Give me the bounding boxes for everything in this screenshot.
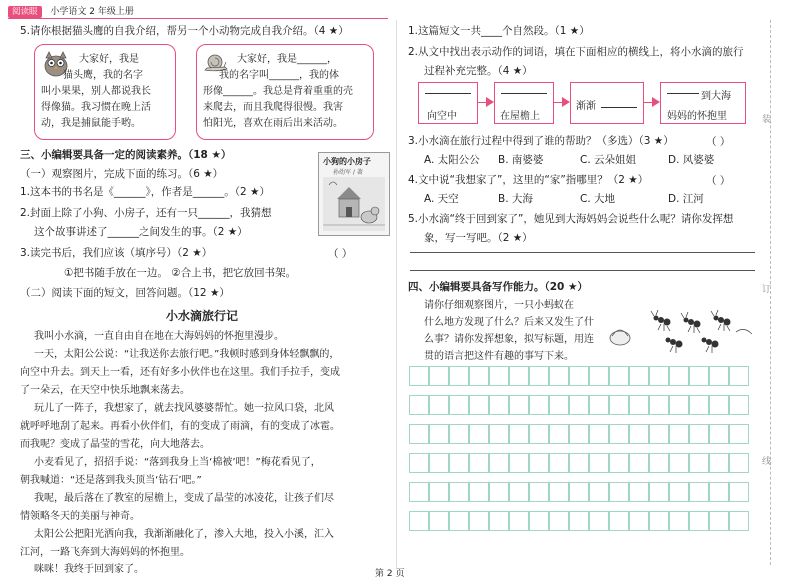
owl-line-1: 大家好，我是 bbox=[79, 54, 139, 65]
grid-cell[interactable] bbox=[569, 366, 589, 386]
story-line-12: 太阳公公把阳光洒向我，我渐渐融化了，渗入大地，投入小溪，汇入 bbox=[34, 529, 334, 540]
section3-title: 三、小编辑要具备一定的阅读素养。（18 ★） bbox=[20, 149, 232, 161]
grid-cell[interactable] bbox=[469, 395, 489, 415]
grid-cell[interactable] bbox=[629, 511, 649, 531]
owl-line-3: 叫小果果，别人都说我长 bbox=[41, 86, 151, 97]
grid-cell[interactable] bbox=[689, 511, 709, 531]
margin-label-2: 订 bbox=[762, 285, 772, 295]
grid-cell[interactable] bbox=[529, 366, 549, 386]
grid-cell[interactable] bbox=[729, 424, 749, 444]
grid-cell[interactable] bbox=[429, 424, 449, 444]
story-line-6: 就呼呼地刮了起来。再看小伙伴们，有的变成了雨滴，有的变成了冰雹。 bbox=[20, 421, 340, 432]
right-q2: 2.从文中找出表示动作的词语，填在下面相应的横线上，将小水滴的旅行 bbox=[408, 46, 744, 58]
grid-cell[interactable] bbox=[629, 424, 649, 444]
grid-cell[interactable] bbox=[629, 395, 649, 415]
grid-cell[interactable] bbox=[669, 453, 689, 473]
right-q3-option-a: A. 太阳公公 bbox=[424, 154, 480, 166]
flow-arrow-3 bbox=[652, 97, 660, 107]
grid-cell[interactable] bbox=[609, 511, 629, 531]
grid-cell[interactable] bbox=[669, 424, 689, 444]
right-q3-answer[interactable]: （ ） bbox=[706, 136, 731, 148]
grid-cell[interactable] bbox=[629, 482, 649, 502]
grid-cell[interactable] bbox=[589, 424, 609, 444]
flow-arrow-1 bbox=[486, 97, 494, 107]
grid-cell[interactable] bbox=[629, 453, 649, 473]
story-line-8: 小麦看见了，招招手说：“落到我身上当‘棉被’吧！”梅花看见了， bbox=[34, 457, 321, 468]
story-line-4: 了一朵云，在天空中快乐地飘来荡去。 bbox=[20, 385, 190, 396]
grid-cell[interactable] bbox=[409, 511, 429, 531]
flow-box-4-blank[interactable] bbox=[667, 93, 699, 94]
grid-cell[interactable] bbox=[449, 453, 469, 473]
snail-line-4: 来爬去，而且我爬得很慢。我害 bbox=[203, 102, 343, 113]
grid-cell[interactable] bbox=[629, 366, 649, 386]
grid-cell[interactable] bbox=[489, 366, 509, 386]
writing-prompt-4: 贯的语言把这件有趣的事写下来。 bbox=[424, 351, 574, 362]
grid-cell[interactable] bbox=[729, 366, 749, 386]
right-q2b: 过程补充完整。（4 ★） bbox=[424, 65, 533, 77]
grid-cell[interactable] bbox=[569, 453, 589, 473]
flow-box-1 bbox=[418, 82, 478, 124]
story-line-3: 向空中升去。到天上一看，还有好多小伙伴也在这里。我们手拉手，变成 bbox=[20, 367, 340, 378]
story-title: 小水滴旅行记 bbox=[166, 309, 239, 323]
grid-cell[interactable] bbox=[609, 366, 629, 386]
grid-cell[interactable] bbox=[729, 453, 749, 473]
book-cover bbox=[318, 152, 390, 236]
owl-line-4: 得像猫。我习惯在晚上活 bbox=[41, 102, 151, 113]
grid-cell[interactable] bbox=[689, 482, 709, 502]
grid-cell[interactable] bbox=[669, 395, 689, 415]
snail-line-5: 怕阳光，喜欢在雨后出来活动。 bbox=[203, 118, 343, 129]
grid-cell[interactable] bbox=[689, 395, 709, 415]
grid-cell[interactable] bbox=[549, 453, 569, 473]
grid-cell[interactable] bbox=[409, 453, 429, 473]
owl-line-5: 动，我是捕鼠能手哟。 bbox=[41, 118, 141, 129]
story-line-5: 玩儿了一阵子，我想家了，就去找风婆婆帮忙。她一拉风口袋，北风 bbox=[34, 403, 334, 414]
snail-line-3: 形像______。我总是背着重重的壳 bbox=[203, 86, 353, 97]
grid-cell[interactable] bbox=[529, 424, 549, 444]
flow-box-3-text: 渐渐 bbox=[576, 101, 596, 112]
grid-cell[interactable] bbox=[489, 482, 509, 502]
grid-cell[interactable] bbox=[409, 482, 429, 502]
ants-illustration bbox=[606, 302, 756, 354]
right-q3-option-d: D. 风婆婆 bbox=[668, 154, 715, 166]
book-cover-title: 小狗的小房子 bbox=[323, 157, 371, 166]
snail-intro-box bbox=[196, 44, 374, 140]
writing-prompt-1: 请你仔细观察图片，一只小蚂蚁在 bbox=[424, 300, 574, 311]
grid-cell[interactable] bbox=[569, 511, 589, 531]
section3-q2a: 2.封面上除了小狗、小房子，还有一只______，我猜想 bbox=[20, 207, 272, 219]
grid-cell[interactable] bbox=[429, 482, 449, 502]
snail-line-1: 大家好，我是______， bbox=[237, 54, 337, 65]
grid-cell[interactable] bbox=[689, 453, 709, 473]
grid-cell[interactable] bbox=[469, 511, 489, 531]
flow-box-4 bbox=[660, 82, 746, 124]
grid-cell[interactable] bbox=[489, 453, 509, 473]
grid-cell[interactable] bbox=[569, 395, 589, 415]
story-line-1: 我叫小水滴，一直自由自在地在大海妈妈的怀抱里漫步。 bbox=[34, 331, 284, 342]
grid-cell[interactable] bbox=[569, 424, 589, 444]
grid-cell[interactable] bbox=[429, 366, 449, 386]
story-line-7: 而我呢？变成了晶莹的雪花，向大地落去。 bbox=[20, 439, 210, 450]
grid-cell[interactable] bbox=[509, 511, 529, 531]
grid-cell[interactable] bbox=[429, 511, 449, 531]
margin-label-1: 装 bbox=[762, 115, 772, 125]
grid-cell[interactable] bbox=[449, 395, 469, 415]
section3-q1: 1.这本书的书名是《______》，作者是______。（2 ★） bbox=[20, 186, 270, 198]
grid-cell[interactable] bbox=[589, 395, 609, 415]
right-q4-option-c: C. 大地 bbox=[580, 193, 616, 205]
story-line-2: 一天，太阳公公说：“让我送你去旅行吧。”我顿时感到身体轻飘飘的， bbox=[34, 349, 340, 360]
grid-cell[interactable] bbox=[549, 366, 569, 386]
header-rule bbox=[8, 18, 388, 19]
story-line-13: 江河，一路飞奔到大海妈妈的怀抱里。 bbox=[20, 547, 190, 558]
grid-cell[interactable] bbox=[449, 482, 469, 502]
grid-cell[interactable] bbox=[449, 366, 469, 386]
grid-cell[interactable] bbox=[589, 453, 609, 473]
grid-cell[interactable] bbox=[489, 395, 509, 415]
grid-cell[interactable] bbox=[729, 511, 749, 531]
book-cover-author: 孙幼军 / 著 bbox=[333, 169, 363, 176]
flow-box-2-text: 在屋檐上 bbox=[500, 111, 540, 122]
flow-box-4-text-2: 妈妈的怀抱里 bbox=[667, 111, 727, 122]
right-q4-option-b: B. 大海 bbox=[498, 193, 533, 205]
grid-cell[interactable] bbox=[509, 482, 529, 502]
grid-cell[interactable] bbox=[669, 482, 689, 502]
margin-label-3: 线 bbox=[762, 457, 772, 467]
grid-cell[interactable] bbox=[709, 424, 729, 444]
grid-cell[interactable] bbox=[709, 453, 729, 473]
grid-cell[interactable] bbox=[529, 453, 549, 473]
grid-cell[interactable] bbox=[549, 424, 569, 444]
grid-cell[interactable] bbox=[449, 511, 469, 531]
grid-cell[interactable] bbox=[589, 366, 609, 386]
right-q4-option-d: D. 江河 bbox=[668, 193, 704, 205]
section3-q3: 3.读完书后，我们应该（填序号）（2 ★） bbox=[20, 247, 213, 259]
right-q4-option-a: A. 天空 bbox=[424, 193, 459, 205]
grid-cell[interactable] bbox=[509, 395, 529, 415]
owl-line-2: 猫头鹰，我的名字 bbox=[63, 70, 143, 81]
right-q5a: 5.小水滴“终于回到家了”，她见到大海妈妈会说些什么呢？请你发挥想 bbox=[408, 213, 734, 225]
story-line-10: 我呢，最后落在了教室的屋檐上，变成了晶莹的冰凌花，让孩子们尽 bbox=[34, 493, 334, 504]
grid-cell[interactable] bbox=[669, 366, 689, 386]
section4-title: 四、小编辑要具备写作能力。（20 ★） bbox=[408, 281, 588, 293]
column-divider bbox=[396, 20, 397, 568]
story-line-14: 咪咪！我终于回到家了。 bbox=[34, 564, 144, 575]
right-q1: 1.这篇短文一共____个自然段。（1 ★） bbox=[408, 25, 590, 37]
page-number: 第 2 页 bbox=[375, 569, 405, 579]
section3-sub2: （二）阅读下面的短文，回答问题。（12 ★） bbox=[20, 287, 230, 299]
writing-prompt-2: 什么地方发现了什么？后来又发生了什 bbox=[424, 317, 594, 328]
answer-line-1[interactable] bbox=[410, 252, 755, 253]
grid-cell[interactable] bbox=[609, 453, 629, 473]
section3-q2b: 这个故事讲述了______之间发生的事。（2 ★） bbox=[34, 226, 248, 238]
grid-cell[interactable] bbox=[589, 482, 609, 502]
section3-sub1: （一）观察图片，完成下面的练习。（6 ★） bbox=[20, 168, 224, 180]
grid-cell[interactable] bbox=[649, 482, 669, 502]
story-line-9: 朝我喊道：“还是落到我头顶当‘钻石’吧。” bbox=[20, 475, 202, 486]
grid-cell[interactable] bbox=[509, 424, 529, 444]
section3-q3-answer[interactable]: （ ） bbox=[328, 248, 353, 260]
right-q3: 3.小水滴在旅行过程中得到了谁的帮助？（多选）（3 ★） bbox=[408, 135, 674, 147]
grid-cell[interactable] bbox=[669, 511, 689, 531]
grid-cell[interactable] bbox=[649, 366, 669, 386]
left-q5: 5.请你根据猫头鹰的自我介绍，帮另一个小动物完成自我介绍。（4 ★） bbox=[20, 25, 349, 37]
grid-cell[interactable] bbox=[649, 453, 669, 473]
header-title: 小学语文 2 年级上册 bbox=[50, 7, 134, 17]
grid-cell[interactable] bbox=[709, 366, 729, 386]
grid-cell[interactable] bbox=[409, 424, 429, 444]
flow-box-3-blank[interactable] bbox=[601, 107, 637, 108]
right-q3-option-c: C. 云朵姐姐 bbox=[580, 154, 637, 166]
grid-cell[interactable] bbox=[409, 395, 429, 415]
grid-cell[interactable] bbox=[709, 395, 729, 415]
grid-cell[interactable] bbox=[689, 366, 709, 386]
section3-q3-options: ①把书随手放在一边。 ②合上书，把它放回书架。 bbox=[64, 267, 297, 279]
grid-cell[interactable] bbox=[689, 424, 709, 444]
flow-box-2-blank[interactable] bbox=[501, 93, 547, 94]
header bbox=[8, 4, 134, 16]
snail-line-2: 我的名字叫______，我的体 bbox=[219, 70, 339, 81]
grid-cell[interactable] bbox=[649, 511, 669, 531]
book-cover-illustration bbox=[323, 177, 385, 231]
grid-cell[interactable] bbox=[469, 366, 489, 386]
owl-intro-box bbox=[34, 44, 176, 140]
flow-arrow-2 bbox=[562, 97, 570, 107]
grid-cell[interactable] bbox=[609, 482, 629, 502]
grid-cell[interactable] bbox=[709, 511, 729, 531]
grid-cell[interactable] bbox=[429, 453, 449, 473]
grid-cell[interactable] bbox=[549, 395, 569, 415]
grid-cell[interactable] bbox=[549, 482, 569, 502]
grid-cell[interactable] bbox=[649, 395, 669, 415]
grid-cell[interactable] bbox=[469, 482, 489, 502]
grid-cell[interactable] bbox=[569, 482, 589, 502]
grid-cell[interactable] bbox=[549, 511, 569, 531]
flow-box-1-blank[interactable] bbox=[425, 93, 471, 94]
grid-cell[interactable] bbox=[609, 395, 629, 415]
right-q4-answer[interactable]: （ ） bbox=[706, 175, 731, 187]
flow-box-4-text-1: 到大海 bbox=[701, 91, 731, 102]
grid-cell[interactable] bbox=[409, 366, 429, 386]
grid-cell[interactable] bbox=[529, 395, 549, 415]
grid-cell[interactable] bbox=[729, 482, 749, 502]
grid-cell[interactable] bbox=[609, 424, 629, 444]
grid-cell[interactable] bbox=[489, 511, 509, 531]
grid-cell[interactable] bbox=[449, 424, 469, 444]
right-q5b: 象，写一写吧。（2 ★） bbox=[424, 232, 533, 244]
grid-cell[interactable] bbox=[489, 424, 509, 444]
grid-cell[interactable] bbox=[529, 511, 549, 531]
story-line-11: 情领略冬天的美丽与神奇。 bbox=[20, 511, 140, 522]
right-q4: 4.文中说“我想家了”，这里的“家”指哪里？（2 ★） bbox=[408, 174, 649, 186]
grid-cell[interactable] bbox=[529, 482, 549, 502]
right-q3-option-b: B. 南婆婆 bbox=[498, 154, 544, 166]
grid-cell[interactable] bbox=[509, 453, 529, 473]
writing-prompt-3: 么事？请你发挥想象，拟写标题，用连 bbox=[424, 334, 594, 345]
grid-cell[interactable] bbox=[589, 511, 609, 531]
grid-cell[interactable] bbox=[469, 424, 489, 444]
grid-cell[interactable] bbox=[729, 395, 749, 415]
grid-cell[interactable] bbox=[509, 366, 529, 386]
flow-box-2 bbox=[494, 82, 554, 124]
header-tag: 阅读眼 bbox=[8, 6, 42, 18]
flow-box-3 bbox=[570, 82, 644, 124]
grid-cell[interactable] bbox=[429, 395, 449, 415]
grid-cell[interactable] bbox=[709, 482, 729, 502]
flow-box-1-text: 向空中 bbox=[427, 111, 457, 122]
grid-cell[interactable] bbox=[649, 424, 669, 444]
answer-line-2[interactable] bbox=[410, 270, 755, 271]
grid-cell[interactable] bbox=[469, 453, 489, 473]
